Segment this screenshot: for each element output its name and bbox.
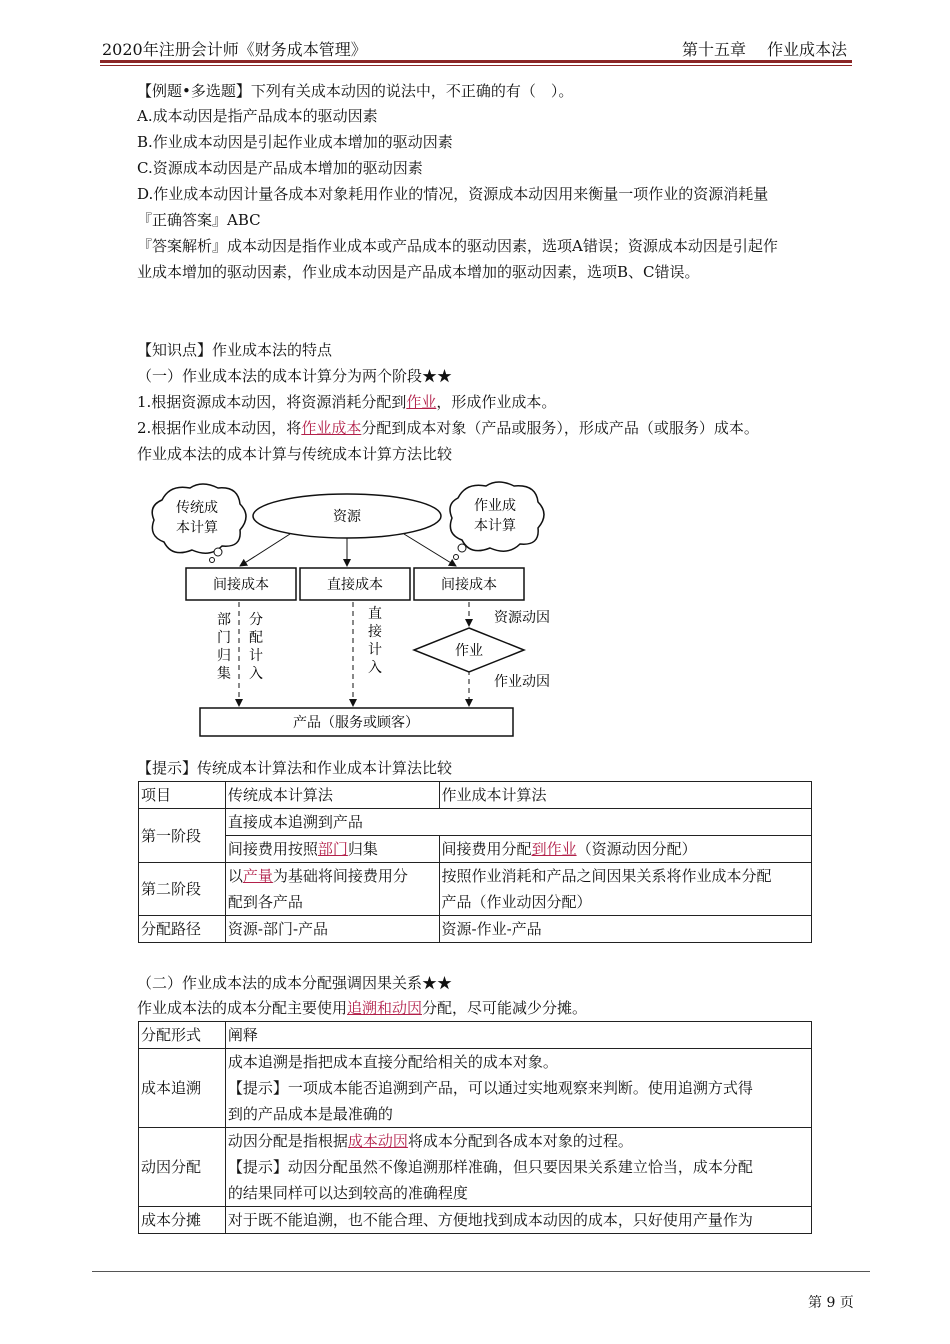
answer-analysis-1: 『答案解析』成本动因是指作业成本或产品成本的驱动因素，选项A错误；资源成本动因是引起作: [137, 237, 778, 255]
header-doc-title: 2020年注册会计师《财务成本管理》: [102, 40, 367, 59]
t1-row1-traditional: 间接费用按照部门归集: [225, 836, 439, 863]
comparison-table: [138, 781, 812, 943]
arrow-resource-indirect-right: [404, 534, 456, 566]
option-d: D.作业成本动因计量各成本对象耗用作业的情况，资源成本动因用来衡量一项作业的资源消耗量: [137, 185, 769, 203]
mid-v-2: 计: [368, 642, 382, 658]
cloud-right-line2: 本计算: [474, 518, 516, 534]
left-v1-0: 部: [217, 612, 231, 628]
t2-row1-content: 成本追溯是指把成本直接分配给相关的成本对象。 【提示】一项成本能否追溯到产品，可以通过实地观察来判断。使用追溯方式得 到的产品成本是最准确的: [225, 1049, 811, 1128]
t2-row2-content: 动因分配是指根据成本动因将成本分配到各成本对象的过程。 【提示】动因分配虽然不像追溯那样准确，但只要因果关系建立恰当，成本分配 的结果同样可以达到较高的准确程度: [225, 1128, 811, 1207]
left-v2-0: 分: [249, 612, 263, 628]
cost-flow-diagram: [140, 478, 570, 748]
arrow-resource-indirect-left: [240, 534, 290, 566]
direct-cost-label: 直接成本: [327, 577, 383, 593]
t1-row1-label: 第一阶段: [139, 809, 226, 863]
abc-costing-cloud: [450, 482, 544, 560]
left-v2-2: 计: [249, 648, 263, 664]
tip-title: 【提示】传统成本计算法和作业成本计算法比较: [137, 759, 453, 777]
left-v1-3: 集: [217, 666, 231, 682]
resource-driver-label: 资源动因: [494, 610, 550, 626]
t2-header-explanation: 阐释: [225, 1022, 811, 1049]
t2-row2-label: 动因分配: [139, 1128, 226, 1207]
mid-v-3: 入: [368, 660, 382, 676]
activity-driver-label: 作业动因: [494, 674, 550, 690]
t1-header-abc: 作业成本计算法: [439, 782, 811, 809]
t1-row2-abc: 按照作业消耗和产品之间因果关系将作业成本分配 产品（作业动因分配）: [439, 863, 811, 916]
stage-1-text: 1.根据资源成本动因，将资源消耗分配到作业，形成作业成本。: [137, 393, 557, 411]
t1-row3-traditional: 资源-部门-产品: [225, 916, 439, 943]
t2-row1-label: 成本追溯: [139, 1049, 226, 1128]
answer-analysis-2: 业成本增加的驱动因素，作业成本动因是产品成本增加的驱动因素，选项B、C错误。: [137, 263, 700, 281]
left-vertical-labels: [217, 606, 383, 682]
cloud-left-line2: 本计算: [176, 520, 218, 536]
t2-row3-content: 对于既不能追溯，也不能合理、方便地找到成本动因的成本，只好使用产量作为: [225, 1207, 811, 1234]
left-v2-1: 配: [249, 630, 263, 646]
t2-header-form: 分配形式: [139, 1022, 226, 1049]
activity-label: 作业: [455, 643, 483, 659]
correct-answer: 『正确答案』ABC: [137, 211, 261, 229]
mid-v-1: 接: [368, 624, 382, 640]
t1-header-traditional: 传统成本计算法: [225, 782, 439, 809]
t1-row3-abc: 资源-作业-产品: [439, 916, 811, 943]
section-2-title: （二）作业成本法的成本分配强调因果关系★★: [137, 974, 453, 992]
indirect-cost-left-label: 间接成本: [213, 577, 269, 593]
left-v1-2: 归: [217, 648, 231, 664]
product-label: 产品（服务或顾客）: [293, 715, 419, 731]
mid-v-0: 直: [368, 606, 382, 622]
header-chapter-title: 作业成本法: [767, 40, 848, 59]
example-question: 【例题•多选题】下列有关成本动因的说法中，不正确的有（ ）。: [137, 82, 574, 100]
knowledge-title: 【知识点】作业成本法的特点: [137, 341, 333, 359]
traditional-costing-cloud: [152, 484, 246, 563]
cloud-right-line1: 作业成: [474, 498, 516, 514]
t1-row2-traditional: 以产量为基础将间接费用分 配到各产品: [225, 863, 439, 916]
footer-rule: [92, 1271, 870, 1272]
section-2-text: 作业成本法的成本分配主要使用追溯和动因分配，尽可能减少分摊。: [137, 999, 588, 1017]
section-1-title: （一）作业成本法的成本计算分为两个阶段★★: [137, 367, 453, 385]
comparison-intro: 作业成本法的成本计算与传统成本计算方法比较: [137, 445, 453, 463]
allocation-table: [138, 1021, 812, 1234]
t2-row3-label: 成本分摊: [139, 1207, 226, 1234]
t1-row1-common: 直接成本追溯到产品: [225, 809, 811, 836]
option-a: A.成本动因是指产品成本的驱动因素: [137, 107, 378, 125]
resource-label: 资源: [333, 509, 361, 525]
t1-header-item: 项目: [139, 782, 226, 809]
stage-2-text: 2.根据作业成本动因，将作业成本分配到成本对象（产品或服务），形成产品（或服务）成本。: [137, 419, 759, 437]
option-c: C.资源成本动因是产品成本增加的驱动因素: [137, 159, 423, 177]
header-chapter: 第十五章: [682, 40, 747, 59]
t1-row1-abc: 间接费用分配到作业（资源动因分配）: [439, 836, 811, 863]
header-rule: [100, 60, 852, 63]
t1-row3-label: 分配路径: [139, 916, 226, 943]
t1-row2-label: 第二阶段: [139, 863, 226, 916]
indirect-cost-right-label: 间接成本: [441, 577, 497, 593]
option-b: B.作业成本动因是引起作业成本增加的驱动因素: [137, 133, 453, 151]
page-number: 第 9 页: [808, 1295, 854, 1311]
left-v2-3: 入: [249, 666, 263, 682]
header-rule-thin: [100, 65, 852, 66]
left-v1-1: 门: [217, 630, 231, 646]
cloud-left-line1: 传统成: [176, 500, 218, 516]
